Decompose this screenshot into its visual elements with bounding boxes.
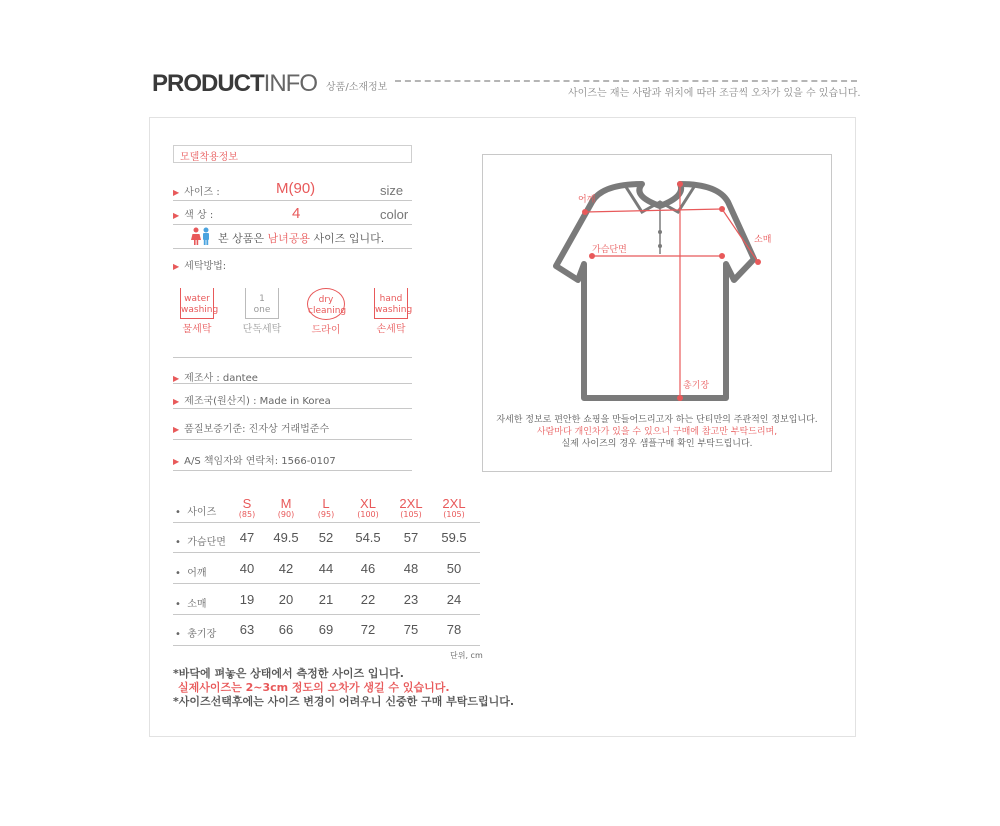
table-cell: 42 — [278, 561, 294, 576]
size-col-header — [268, 497, 304, 519]
table-cell: 50 — [446, 561, 462, 576]
arrow-icon: ▶ — [173, 425, 180, 434]
table-cell: 78 — [446, 622, 462, 637]
care-icon-text: cleaning — [308, 306, 347, 316]
size-sub: (105) — [400, 510, 422, 519]
care-label: 드라이 — [311, 325, 341, 336]
length-label: 총기장 — [683, 381, 710, 391]
row-label-text: 가슴단면 — [187, 537, 226, 548]
table-cell: 40 — [239, 561, 255, 576]
sleeve-label: 소매 — [754, 235, 772, 245]
table-cell: 72 — [360, 622, 376, 637]
care-icon-text: one — [253, 305, 271, 315]
size-name: M — [280, 496, 292, 511]
table-row-label: • 소매 — [175, 599, 207, 610]
table-cell: 57 — [403, 530, 419, 545]
table-cell: 46 — [360, 561, 376, 576]
table-divider — [173, 552, 480, 553]
diagram-desc-line: 자세한 정보로 편안한 쇼핑을 만들어드리고자 하는 단티만의 주관적인 정보입니다. — [496, 415, 818, 425]
table-cell: 63 — [239, 622, 255, 637]
size-col-header — [308, 497, 344, 519]
arrow-icon: ▶ — [173, 374, 180, 383]
size-col-header — [393, 497, 429, 519]
table-divider — [173, 614, 480, 615]
warranty-text: 품질보증기준: 진자상 거래법준수 — [184, 424, 330, 435]
size-name: XL — [360, 496, 376, 511]
page-subtitle: 상품/소재정보 — [326, 82, 388, 93]
size-label: 사이즈 : — [184, 187, 220, 198]
size-word: size — [380, 183, 404, 198]
header-note: 사이즈는 재는 사람과 위치에 따라 조금씩 오차가 있을 수 있습니다. — [568, 88, 861, 99]
table-divider — [173, 645, 480, 646]
table-row-label: • 총기장 — [175, 629, 217, 640]
table-cell: 19 — [239, 592, 255, 607]
table-header-label: • 사이즈 — [175, 507, 217, 518]
care-icon-text: dry — [318, 295, 334, 305]
care-label: 손세탁 — [376, 324, 406, 335]
table-cell: 47 — [239, 530, 255, 545]
title-bold: PRODUCT — [152, 70, 264, 97]
size-sub: (100) — [357, 510, 379, 519]
table-cell: 69 — [318, 622, 334, 637]
table-cell: 49.5 — [273, 530, 299, 545]
chest-label: 가슴단면 — [592, 245, 627, 255]
color-word: color — [380, 207, 409, 222]
table-divider — [173, 583, 480, 584]
table-row-label: • 어깨 — [175, 568, 207, 579]
arrow-icon: ▶ — [173, 188, 180, 197]
table-cell: 48 — [403, 561, 419, 576]
notice-highlight: 남녀공용 — [267, 232, 311, 245]
size-sub: (105) — [443, 510, 465, 519]
notice-text: 사이즈 입니다. — [313, 232, 385, 245]
size-sub: (95) — [317, 510, 335, 519]
size-name: 2XL — [399, 496, 423, 511]
table-cell: 54.5 — [355, 530, 381, 545]
as-contact-text: A/S 책임자와 연락처: 1566-0107 — [184, 456, 336, 467]
table-cell: 75 — [403, 622, 419, 637]
shoulder-label: 어깨 — [578, 195, 596, 205]
model-color-value: 4 — [292, 205, 301, 222]
note-exchange: *사이즈선택후에는 사이즈 변경이 어려우니 신중한 구매 부탁드립니다. — [173, 695, 515, 708]
diagram-desc-highlight: 사람마다 개인차가 있을 수 있으니 구매에 참고만 부탁드리며, — [536, 427, 778, 437]
note-tolerance: 실제사이즈는 2~3cm 정도의 오차가 생길 수 있습니다. — [178, 681, 450, 694]
unit-label: 단위, cm — [450, 651, 483, 660]
model-info-heading: 모델착용정보 — [173, 145, 412, 163]
size-name: S — [242, 496, 252, 511]
care-icon-text: hand — [379, 294, 403, 304]
size-name: L — [322, 496, 330, 511]
origin-text: 제조국(원산지) : Made in Korea — [184, 396, 331, 407]
size-sub: (90) — [277, 510, 295, 519]
table-cell: 44 — [318, 561, 334, 576]
table-cell: 66 — [278, 622, 294, 637]
size-col-header — [436, 497, 472, 519]
table-cell: 21 — [318, 592, 334, 607]
color-label: 색 상 : — [184, 210, 214, 221]
arrow-icon: ▶ — [173, 211, 180, 220]
table-cell: 24 — [446, 592, 462, 607]
table-cell: 23 — [403, 592, 419, 607]
care-icon-text: washing — [375, 305, 413, 315]
title-light: INFO — [263, 70, 317, 97]
model-size-value: M(90) — [276, 180, 316, 197]
table-divider — [173, 522, 480, 523]
notice-text: 본 상품은 — [218, 232, 265, 245]
row-label-text: 총기장 — [187, 629, 217, 640]
table-cell: 59.5 — [441, 530, 467, 545]
arrow-icon: ▶ — [173, 397, 180, 406]
table-row-label: • 가슴단면 — [175, 537, 226, 548]
table-cell: 20 — [278, 592, 294, 607]
row-label-text: 소매 — [187, 599, 207, 610]
care-label: 물세탁 — [182, 324, 212, 335]
size-sub: (85) — [238, 510, 256, 519]
care-icon-text: water — [184, 294, 210, 304]
size-col-header — [350, 497, 386, 519]
size-header-text: 사이즈 — [187, 507, 217, 518]
care-icon-text: 1 — [259, 294, 265, 304]
note-measured: *바닥에 펴놓은 상태에서 측정한 사이즈 입니다. — [173, 667, 404, 680]
washing-label: 세탁방법: — [184, 261, 227, 272]
arrow-icon: ▶ — [173, 457, 180, 466]
maker-text: 제조사 : dantee — [184, 373, 258, 384]
table-cell: 52 — [318, 530, 334, 545]
size-col-header — [229, 497, 265, 519]
care-icon-text: washing — [181, 305, 219, 315]
row-label-text: 어깨 — [187, 568, 207, 579]
care-label: 단독세탁 — [242, 324, 282, 335]
arrow-icon: ▶ — [173, 262, 180, 271]
diagram-desc-line: 실제 사이즈의 경우 샘플구매 확인 부탁드립니다. — [561, 439, 753, 449]
size-name: 2XL — [442, 496, 466, 511]
table-cell: 22 — [360, 592, 376, 607]
